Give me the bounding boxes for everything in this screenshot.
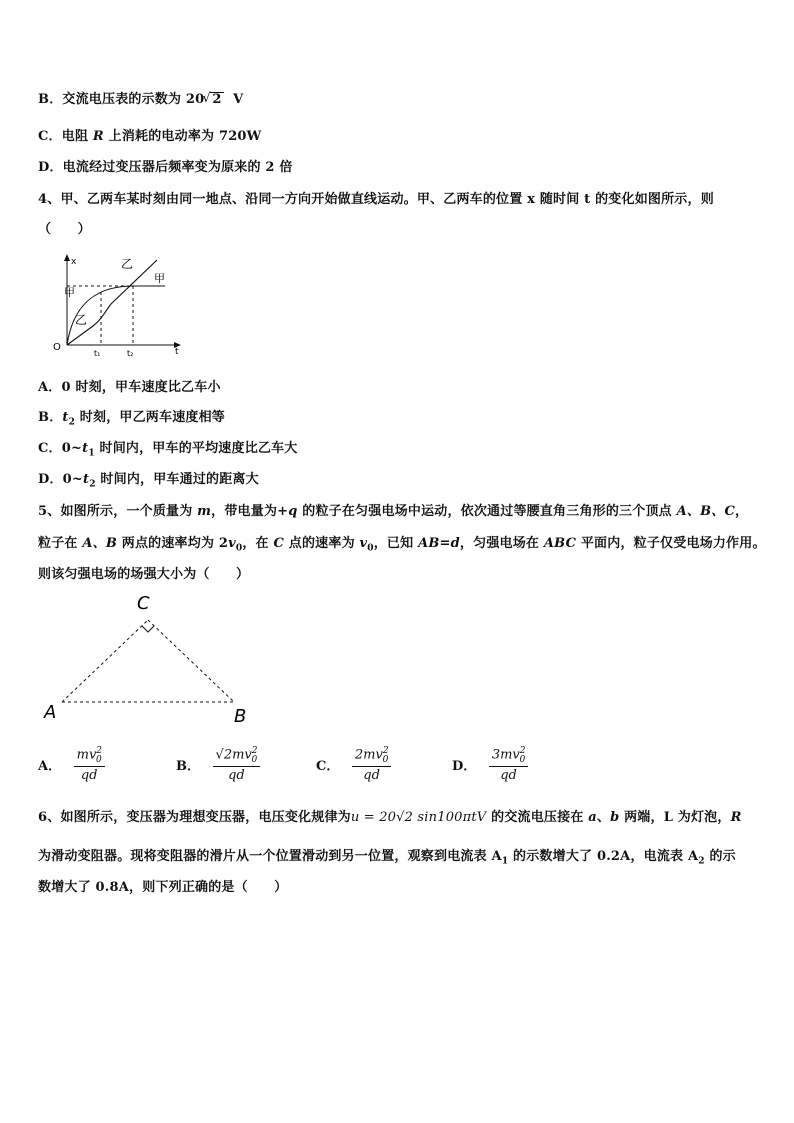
graph-label-yi-low: 乙 [75, 313, 88, 327]
graph-label-jia-right: 甲 [154, 272, 165, 285]
q5-stem-line3: 则该匀强电场的场强大小为（ ） [38, 567, 250, 582]
q4-option-d: D．$0\sim t_2$ 时间内，甲车通过的距离大 [38, 472, 259, 490]
right-angle-mark [142, 626, 154, 632]
graph-label-yi-top: 乙 [121, 257, 134, 271]
q4-position-time-graph [45, 250, 195, 360]
q6-stem-line2: 为滑动变阻器。现将变阻器的滑片从一个位置滑动到另一位置，观察到电流表 $A_1$ 的示数增大了 0.2A，电流表 $A_2$ 的示 [38, 849, 736, 867]
q3-option-b: B．交流电压表的示数为 20√ 2 V [38, 88, 243, 107]
q3-option-c: C．电阻 R 上消耗的电动率为 720W [38, 129, 262, 144]
vertex-c: C [137, 593, 150, 614]
graph-label-t1: t₁ [94, 349, 101, 358]
graph-label-t2: t₂ [127, 349, 134, 358]
q6-stem-line3: 数增大了 0.8A，则下列正确的是（ ） [38, 880, 288, 895]
graph-label-jia-left: 甲 [64, 286, 75, 299]
q5-option-b: B． $\frac{√2mv^2_0}{qd}$ [176, 746, 260, 783]
vertex-a: A [44, 702, 57, 723]
graph-curve-yi [67, 260, 157, 345]
q4-option-c: C．$0\sim t_1$ 时间内，甲车的平均速度比乙车大 [38, 441, 298, 459]
q4-option-a: A．0 时刻，甲车速度比乙车小 [38, 380, 221, 395]
q5-option-a: A． $\frac{mv^2_0}{qd}$ [38, 746, 105, 783]
q5-triangle-diagram [38, 588, 268, 728]
q3-option-d: D．电流经过变压器后频率变为原来的 2 倍 [38, 160, 293, 175]
q5-option-c: C． $\frac{2mv^2_0}{qd}$ [316, 746, 391, 783]
q5-option-d: D． $\frac{3mv^2_0}{qd}$ [452, 746, 528, 783]
q5-stem-line1: 5、如图所示，一个质量为 m，带电量为+q 的粒子在匀强电场中运动，依次通过等腰直角三角形的三个顶点 A、B、C， [38, 504, 749, 519]
q4-option-b: B．$t_2$ 时刻，甲乙两车速度相等 [38, 410, 226, 428]
graph-y-arrow [64, 254, 70, 261]
graph-label-t: t [175, 347, 179, 357]
q6-stem-line1: 6、如图所示，变压器为理想变压器，电压变化规律为u = 20√2 sin100πtV 的交流电压接在 a、b 两端，L 为灯泡，R [38, 810, 742, 825]
vertex-b: B [234, 706, 247, 727]
q4-stem-bracket: （ ） [38, 222, 91, 237]
graph-label-origin: O [53, 342, 61, 353]
triangle-side-bc [148, 620, 234, 702]
q5-stem-line2: 粒子在 A、B 两点的速率均为 $2v_0$，在 C 点的速率为 $v_0$，已知 AB=d，匀强电场在 ABC 平面内，粒子仅受电场力作用。 [38, 536, 766, 554]
q4-stem: 4、甲、乙两车某时刻由同一地点、沿同一方向开始做直线运动。甲、乙两车的位置 x 随时间 t 的变化如图所示，则 [38, 192, 714, 207]
triangle-side-ac [62, 620, 148, 702]
graph-label-x: x [71, 257, 77, 267]
